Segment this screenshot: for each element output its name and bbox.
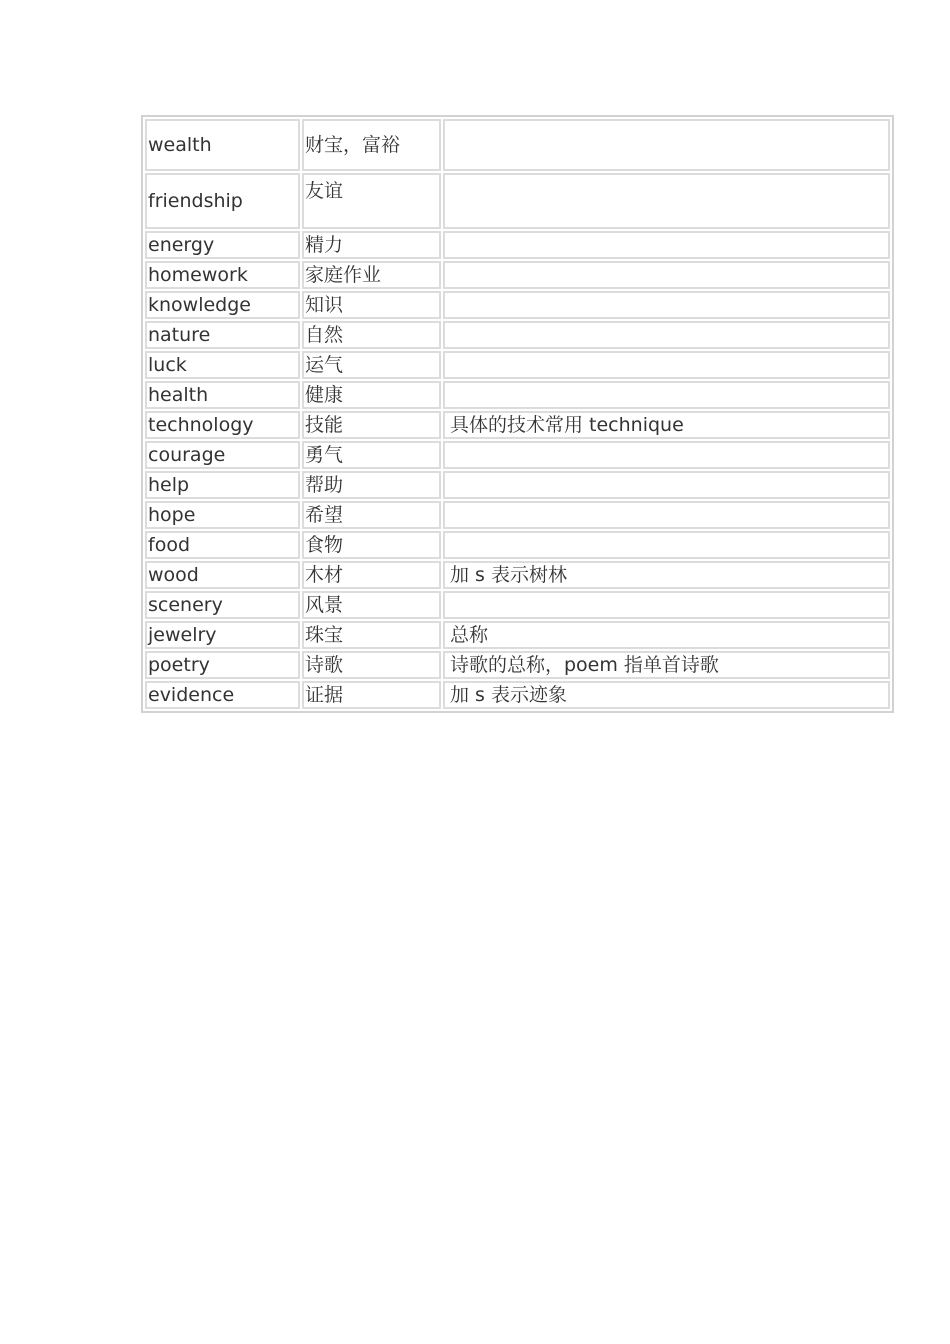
word-cell: luck: [145, 351, 300, 379]
table-row: [145, 173, 890, 229]
meaning-cell: 诗歌: [302, 651, 441, 679]
table-row: [145, 291, 890, 319]
table-row: [145, 381, 890, 409]
meaning-cell: 证据: [302, 681, 441, 709]
word-cell: friendship: [145, 173, 300, 229]
meaning-cell: 家庭作业: [302, 261, 441, 289]
meaning-cell: 友谊: [302, 173, 441, 229]
note-cell: [443, 291, 890, 319]
word-cell: wealth: [145, 119, 300, 171]
note-cell: [443, 381, 890, 409]
meaning-cell: 木材: [302, 561, 441, 589]
meaning-cell: 知识: [302, 291, 441, 319]
word-cell: poetry: [145, 651, 300, 679]
note-cell: [443, 351, 890, 379]
table-row: [145, 351, 890, 379]
note-cell: [443, 321, 890, 349]
table-row: [145, 441, 890, 469]
table-row: [145, 119, 890, 171]
table-row: [145, 591, 890, 619]
meaning-cell: 勇气: [302, 441, 441, 469]
word-cell: knowledge: [145, 291, 300, 319]
note-cell: 具体的技术常用 technique: [443, 411, 890, 439]
meaning-cell: 技能: [302, 411, 441, 439]
word-cell: health: [145, 381, 300, 409]
word-cell: wood: [145, 561, 300, 589]
note-cell: [443, 173, 890, 229]
word-cell: help: [145, 471, 300, 499]
table-row: [145, 411, 890, 439]
word-cell: nature: [145, 321, 300, 349]
meaning-cell: 食物: [302, 531, 441, 559]
meaning-cell: 珠宝: [302, 621, 441, 649]
note-cell: [443, 261, 890, 289]
word-cell: technology: [145, 411, 300, 439]
word-cell: homework: [145, 261, 300, 289]
word-cell: jewelry: [145, 621, 300, 649]
note-cell: [443, 471, 890, 499]
table-row: [145, 261, 890, 289]
table-row: [145, 321, 890, 349]
note-cell: 加 s 表示树林: [443, 561, 890, 589]
meaning-cell: 自然: [302, 321, 441, 349]
note-cell: [443, 531, 890, 559]
word-cell: food: [145, 531, 300, 559]
word-cell: energy: [145, 231, 300, 259]
note-cell: [443, 591, 890, 619]
meaning-cell: 希望: [302, 501, 441, 529]
note-cell: 加 s 表示迹象: [443, 681, 890, 709]
vocabulary-table: [141, 115, 894, 713]
meaning-cell: 健康: [302, 381, 441, 409]
table-row: [145, 471, 890, 499]
word-cell: evidence: [145, 681, 300, 709]
word-cell: hope: [145, 501, 300, 529]
table-row: [145, 621, 890, 649]
note-cell: 诗歌的总称，poem 指单首诗歌: [443, 651, 890, 679]
note-cell: [443, 119, 890, 171]
note-cell: 总称: [443, 621, 890, 649]
vocabulary-table-body: [145, 119, 890, 709]
note-cell: [443, 441, 890, 469]
meaning-cell: 运气: [302, 351, 441, 379]
meaning-cell: 帮助: [302, 471, 441, 499]
table-row: [145, 231, 890, 259]
meaning-cell: 精力: [302, 231, 441, 259]
meaning-cell: 风景: [302, 591, 441, 619]
meaning-cell: 财宝，富裕: [302, 119, 441, 171]
note-cell: [443, 231, 890, 259]
table-row: [145, 531, 890, 559]
table-row: [145, 501, 890, 529]
table-row: [145, 681, 890, 709]
note-cell: [443, 501, 890, 529]
word-cell: scenery: [145, 591, 300, 619]
table-row: [145, 651, 890, 679]
table-row: [145, 561, 890, 589]
word-cell: courage: [145, 441, 300, 469]
